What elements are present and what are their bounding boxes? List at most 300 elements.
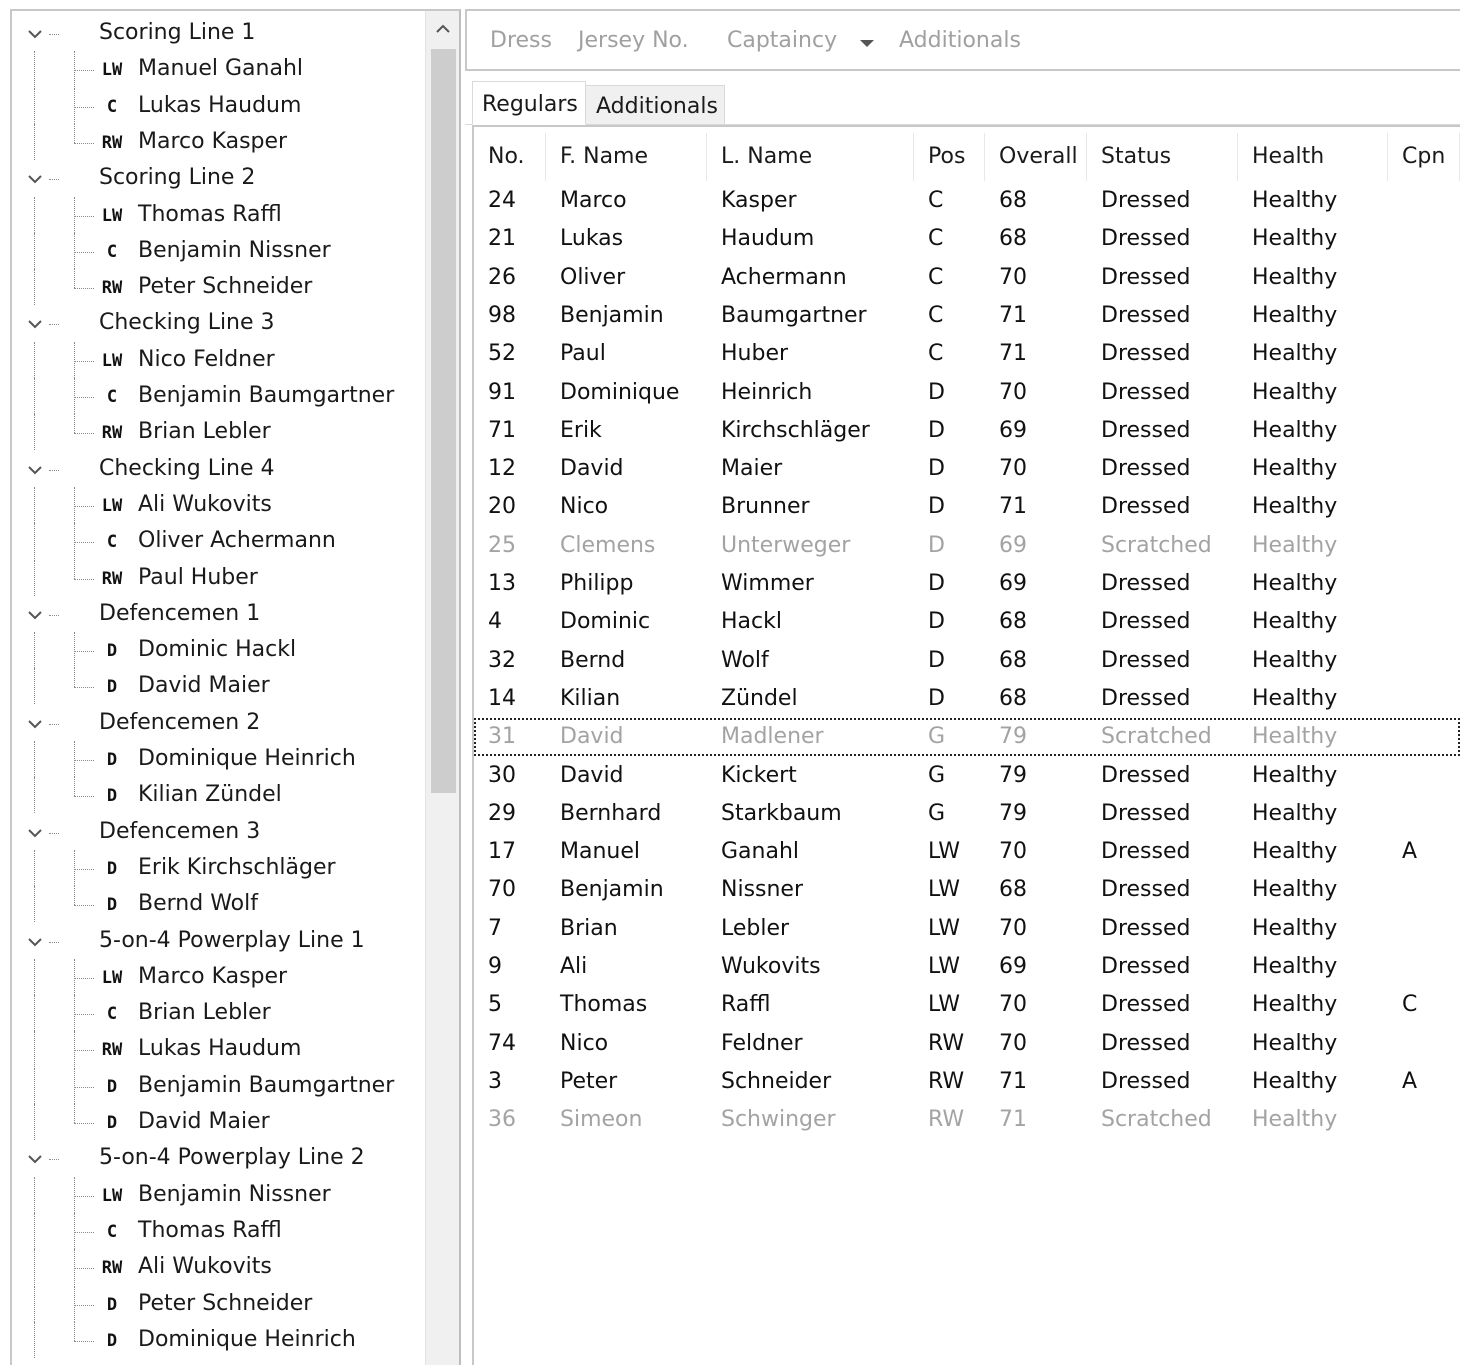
tree-player-row[interactable]: [12, 777, 425, 813]
tree-group-row[interactable]: [12, 15, 425, 51]
tree-player-name: Oliver Achermann: [138, 528, 336, 554]
position-icon: LW: [101, 495, 123, 516]
tree-connector: [74, 978, 94, 979]
tree-connector: [74, 233, 75, 269]
cell-overall: 68: [999, 609, 1027, 635]
tab-regulars[interactable]: Regulars: [472, 81, 586, 125]
cell-first: Bernd: [560, 647, 626, 673]
lines-tree-panel: [10, 9, 461, 1365]
table-row[interactable]: [474, 412, 1460, 450]
cell-cpn: [1402, 910, 1460, 948]
tree-player-name: Erik Kirchschläger: [138, 854, 336, 880]
tree-player-row[interactable]: [12, 1031, 425, 1067]
tree-player-row[interactable]: [12, 1104, 425, 1140]
tree-player-name: Brian Lebler: [138, 419, 271, 445]
cell-status: Dressed: [1101, 341, 1191, 367]
cell-overall: 68: [999, 226, 1027, 252]
cell-last: Achermann: [721, 264, 847, 290]
cell-overall: 79: [999, 800, 1027, 826]
tree-connector: [74, 361, 94, 362]
tree-connector: [34, 1249, 35, 1285]
table-row[interactable]: [474, 833, 1460, 871]
table-row[interactable]: [474, 182, 1460, 220]
tree-connector: [74, 414, 75, 433]
cell-pos: C: [928, 264, 944, 290]
tree-connector: [34, 124, 35, 160]
table-row[interactable]: [474, 450, 1460, 488]
tree-player-row[interactable]: [12, 378, 425, 414]
cell-health: Healthy: [1252, 532, 1338, 558]
tree-connector: [34, 1068, 35, 1104]
table-row[interactable]: [474, 757, 1460, 795]
cell-first: Kilian: [560, 685, 621, 711]
position-icon: C: [106, 1004, 118, 1025]
tree-player-row[interactable]: [12, 560, 425, 596]
tree-connector: [74, 51, 75, 87]
tree-group-row[interactable]: [12, 451, 425, 487]
cell-status: Dressed: [1101, 685, 1191, 711]
cell-cpn: [1402, 1101, 1460, 1139]
tree-connector: [34, 1322, 35, 1358]
tree-player-row[interactable]: [12, 1068, 425, 1104]
table-row[interactable]: [474, 1063, 1460, 1101]
col-head-last-name[interactable]: L. Name: [707, 133, 914, 181]
cell-no: 52: [488, 341, 516, 367]
chevron-down-icon[interactable]: [24, 1144, 46, 1172]
cell-pos: D: [928, 532, 945, 558]
cell-status: Dressed: [1101, 762, 1191, 788]
cell-first: Dominique: [560, 379, 680, 405]
tree-connector: [34, 269, 35, 305]
table-row[interactable]: [474, 488, 1460, 526]
tree-group-label: Defencemen 3: [99, 818, 261, 844]
cell-cpn: [1402, 297, 1460, 335]
cell-cpn: [1402, 757, 1460, 795]
position-icon: D: [106, 1294, 118, 1315]
tree-player-name: Bernd Wolf: [138, 891, 258, 917]
cell-health: Healthy: [1252, 647, 1338, 673]
tree-player-name: Benjamin Nissner: [138, 237, 331, 263]
col-head-captaincy[interactable]: Cpn: [1388, 133, 1460, 181]
tree-connector: [74, 124, 75, 143]
position-icon: C: [106, 1221, 118, 1242]
position-icon: D: [106, 786, 118, 807]
tree-player-row[interactable]: [12, 1286, 425, 1322]
tree-player-row[interactable]: [12, 632, 425, 668]
cell-no: 21: [488, 226, 516, 252]
cell-last: Wolf: [721, 647, 769, 673]
dress-button[interactable]: Dress: [490, 28, 552, 53]
tree-connector: [34, 995, 35, 1031]
cell-first: Marco: [560, 188, 627, 213]
tree-connector: [34, 777, 35, 813]
captaincy-dropdown-arrow-icon[interactable]: [859, 39, 875, 48]
tree-group-row[interactable]: [12, 814, 425, 850]
tree-connector: [74, 760, 94, 761]
table-row[interactable]: [474, 871, 1460, 909]
table-row[interactable]: [474, 220, 1460, 258]
cell-overall: 71: [999, 302, 1027, 328]
cell-status: Dressed: [1101, 417, 1191, 443]
cell-first: David: [560, 762, 624, 788]
tree-connector: [34, 886, 35, 922]
cell-pos: D: [928, 379, 945, 405]
cell-no: 9: [488, 954, 502, 979]
tree-connector: [34, 741, 35, 777]
cell-no: 12: [488, 456, 516, 482]
cell-first: Simeon: [560, 1107, 643, 1133]
tree-connector: [74, 197, 75, 233]
cell-first: Ali: [560, 954, 588, 979]
cell-health: Healthy: [1252, 264, 1338, 290]
cell-last: Kickert: [721, 762, 797, 788]
cell-overall: 70: [999, 915, 1027, 941]
tree-connector: [74, 1249, 75, 1285]
cell-health: Healthy: [1252, 762, 1338, 788]
position-icon: RW: [101, 568, 123, 589]
cell-no: 24: [488, 188, 516, 213]
cell-cpn: [1402, 412, 1460, 450]
position-icon: RW: [101, 132, 123, 153]
tree-player-row[interactable]: [12, 342, 425, 378]
tree-player-name: Nico Feldner: [138, 346, 275, 372]
table-row[interactable]: [474, 603, 1460, 641]
tree-connector: [74, 1050, 94, 1051]
position-icon: D: [106, 1076, 118, 1097]
tree-group-row[interactable]: [12, 596, 425, 632]
tree-connector: [74, 959, 75, 995]
roster-tabs: [465, 81, 1460, 125]
cell-cpn: [1402, 642, 1460, 680]
chevron-down-icon[interactable]: [24, 818, 46, 846]
cell-first: Clemens: [560, 532, 656, 558]
tree-player-row[interactable]: [12, 1322, 425, 1358]
tree-connector: [49, 942, 59, 943]
tree-connector: [49, 324, 59, 325]
tree-player-row[interactable]: [12, 88, 425, 124]
cell-status: Dressed: [1101, 877, 1191, 903]
cell-health: Healthy: [1252, 302, 1338, 328]
cell-no: 20: [488, 494, 516, 520]
col-head-health[interactable]: Health: [1238, 133, 1388, 181]
tree-connector: [74, 560, 75, 579]
tree-player-row[interactable]: [12, 741, 425, 777]
tree-connector: [74, 905, 94, 906]
table-row[interactable]: [474, 795, 1460, 833]
cell-overall: 68: [999, 647, 1027, 673]
tree-player-name: Lukas Haudum: [138, 92, 302, 118]
tree-player-name: Ali Wukovits: [138, 491, 272, 517]
table-row[interactable]: [474, 948, 1460, 986]
tree-player-row[interactable]: [12, 850, 425, 886]
tree-group-label: Checking Line 3: [99, 310, 275, 336]
tree-connector: [34, 959, 35, 995]
tree-connector: [34, 88, 35, 124]
cell-overall: 71: [999, 341, 1027, 367]
scroll-up-arrow-icon[interactable]: [426, 11, 460, 47]
tree-group-label: Checking Line 4: [99, 455, 275, 481]
tree-group-label: Scoring Line 1: [99, 20, 256, 45]
tree-player-row[interactable]: [12, 1177, 425, 1213]
table-row[interactable]: [474, 680, 1460, 718]
tree-player-row[interactable]: [12, 487, 425, 523]
cell-last: Zündel: [721, 685, 798, 711]
table-row[interactable]: [474, 335, 1460, 373]
cell-no: 31: [488, 724, 516, 750]
tree-connector: [74, 632, 75, 668]
cell-health: Healthy: [1252, 1107, 1338, 1133]
cell-overall: 69: [999, 417, 1027, 443]
cell-first: David: [560, 724, 624, 750]
tree-player-row[interactable]: [12, 995, 425, 1031]
tree-player-row[interactable]: [12, 233, 425, 269]
tree-player-row[interactable]: [12, 886, 425, 922]
chevron-down-icon[interactable]: [24, 927, 46, 955]
tree-player-row[interactable]: [12, 1249, 425, 1285]
tree-connector: [34, 1177, 35, 1213]
cell-first: Brian: [560, 915, 618, 941]
captaincy-button[interactable]: Captaincy: [727, 28, 838, 53]
tree-connector: [74, 1196, 94, 1197]
toolbar: [465, 9, 1460, 71]
cell-first: Erik: [560, 417, 602, 443]
chevron-down-icon[interactable]: [24, 19, 46, 47]
tree-connector: [49, 615, 59, 616]
cell-last: Ganahl: [721, 839, 800, 865]
cell-last: Maier: [721, 456, 783, 482]
cell-pos: LW: [928, 877, 960, 903]
additionals-button[interactable]: Additionals: [899, 28, 1021, 53]
tree-player-name: Dominique Heinrich: [138, 746, 356, 771]
tab-additionals[interactable]: Additionals: [586, 85, 725, 125]
cell-status: Scratched: [1101, 724, 1212, 750]
cell-last: Raffl: [721, 992, 771, 1018]
jersey-number-button[interactable]: Jersey No.: [578, 28, 689, 53]
tree-player-name: Thomas Raffl: [138, 1217, 282, 1243]
table-row[interactable]: [474, 910, 1460, 948]
chevron-down-icon[interactable]: [24, 455, 46, 483]
cell-overall: 70: [999, 839, 1027, 865]
cell-status: Scratched: [1101, 1107, 1212, 1133]
tree-connector: [74, 397, 94, 398]
table-row[interactable]: [474, 259, 1460, 297]
cell-last: Starkbaum: [721, 800, 842, 826]
tree-connector: [74, 1341, 94, 1342]
tree-group-row[interactable]: [12, 160, 425, 196]
cell-status: Dressed: [1101, 1068, 1191, 1094]
cell-cpn: C: [1402, 992, 1418, 1018]
cell-health: Healthy: [1252, 188, 1338, 213]
table-row[interactable]: [474, 642, 1460, 680]
cell-first: Thomas: [560, 992, 648, 1018]
tree-player-name: Lukas Haudum: [138, 1036, 302, 1062]
scrollbar-thumb[interactable]: [431, 49, 456, 793]
cell-status: Dressed: [1101, 1030, 1191, 1056]
cell-status: Dressed: [1101, 915, 1191, 941]
table-row[interactable]: [474, 297, 1460, 335]
cell-cpn: [1402, 565, 1460, 603]
tree-player-name: Marco Kasper: [138, 963, 288, 989]
cell-status: Dressed: [1101, 571, 1191, 596]
col-head-status[interactable]: Status: [1087, 133, 1238, 181]
cell-no: 26: [488, 264, 516, 290]
col-head-first-name[interactable]: F. Name: [546, 133, 707, 181]
chevron-down-icon[interactable]: [24, 709, 46, 737]
cell-pos: D: [928, 494, 945, 520]
cell-overall: 69: [999, 571, 1027, 596]
cell-pos: LW: [928, 954, 960, 979]
tree-player-row[interactable]: [12, 51, 425, 87]
cell-cpn: [1402, 527, 1460, 565]
tree-connector: [74, 342, 75, 378]
tree-connector: [74, 269, 75, 288]
cell-cpn: [1402, 718, 1460, 756]
cell-first: Nico: [560, 1030, 609, 1056]
cell-status: Dressed: [1101, 992, 1191, 1018]
cell-cpn: [1402, 182, 1460, 220]
tree-connector: [74, 216, 94, 217]
tree-connector: [34, 51, 35, 87]
cell-first: Benjamin: [560, 877, 664, 903]
cell-last: Heinrich: [721, 379, 813, 405]
col-head-pos[interactable]: Pos: [914, 133, 985, 181]
position-icon: LW: [101, 350, 123, 371]
tree-player-row[interactable]: [12, 124, 425, 160]
position-icon: D: [106, 1113, 118, 1133]
cell-pos: G: [928, 724, 946, 750]
chevron-down-icon[interactable]: [24, 164, 46, 192]
cell-first: Lukas: [560, 226, 624, 252]
col-head-overall[interactable]: Overall: [985, 133, 1087, 181]
position-icon: C: [106, 387, 118, 407]
tree-player-row[interactable]: [12, 523, 425, 559]
position-icon: RW: [101, 1258, 123, 1279]
cell-first: Dominic: [560, 609, 651, 635]
tree-player-name: Peter Schneider: [138, 274, 313, 300]
tree-connector: [49, 179, 59, 180]
tree-connector: [74, 487, 75, 523]
cell-last: Baumgartner: [721, 302, 867, 328]
tree-connector: [74, 687, 94, 688]
cell-pos: RW: [928, 1030, 965, 1056]
roster-panel: [465, 9, 1460, 1365]
position-icon: D: [106, 858, 118, 879]
tree-connector: [74, 1213, 75, 1249]
cell-pos: G: [928, 800, 946, 826]
tree-connector: [74, 1177, 75, 1213]
cell-health: Healthy: [1252, 456, 1338, 482]
tree-player-row[interactable]: [12, 959, 425, 995]
cell-health: Healthy: [1252, 839, 1338, 865]
chevron-down-icon[interactable]: [24, 309, 46, 337]
position-icon: RW: [101, 278, 123, 299]
tree-player-row[interactable]: [12, 1213, 425, 1249]
chevron-down-icon[interactable]: [24, 600, 46, 628]
tree-connector: [34, 560, 35, 596]
cell-health: Healthy: [1252, 571, 1338, 596]
table-row[interactable]: [474, 1101, 1460, 1139]
cell-status: Dressed: [1101, 494, 1191, 520]
cell-status: Dressed: [1101, 264, 1191, 290]
tree-connector: [74, 1286, 75, 1322]
cell-status: Dressed: [1101, 839, 1191, 865]
cell-no: 7: [488, 915, 502, 941]
tree-connector: [74, 777, 75, 796]
tree-group-label: Defencemen 1: [99, 600, 261, 626]
tree-player-row[interactable]: [12, 269, 425, 305]
cell-no: 4: [488, 609, 502, 635]
tree-group-row[interactable]: [12, 1140, 425, 1176]
tree-player-name: Kilian Zündel: [138, 782, 282, 808]
cell-no: 98: [488, 302, 516, 328]
table-row[interactable]: [474, 1025, 1460, 1063]
tree-connector: [74, 668, 75, 687]
cell-pos: LW: [928, 839, 960, 865]
tree-player-row[interactable]: [12, 414, 425, 450]
table-row[interactable]: [474, 565, 1460, 603]
cell-pos: D: [928, 571, 945, 596]
tree-connector: [34, 668, 35, 704]
tree-group-label: 5-on-4 Powerplay Line 2: [99, 1145, 365, 1171]
tree-player-name: Manuel Ganahl: [138, 56, 303, 82]
tree-connector: [74, 1104, 75, 1123]
tree-connector: [74, 869, 94, 870]
tree-player-row[interactable]: [12, 197, 425, 233]
cell-health: Healthy: [1252, 800, 1338, 826]
tree-connector: [74, 378, 75, 414]
tree-connector: [74, 88, 75, 124]
table-row[interactable]: [474, 986, 1460, 1024]
position-icon: C: [106, 241, 118, 262]
cell-last: Schwinger: [721, 1107, 836, 1133]
tree-group-label: 5-on-4 Powerplay Line 1: [99, 927, 365, 953]
cell-first: David: [560, 456, 624, 482]
tree-connector: [34, 850, 35, 886]
tree-player-name: Thomas Raffl: [138, 201, 282, 227]
tree-group-row[interactable]: [12, 923, 425, 959]
tree-connector: [34, 1104, 35, 1140]
cell-pos: D: [928, 647, 945, 673]
position-icon: C: [106, 96, 118, 117]
tree-player-row[interactable]: [12, 668, 425, 704]
cell-no: 3: [488, 1068, 502, 1094]
tree-group-row[interactable]: [12, 305, 425, 341]
tree-player-name: David Maier: [138, 1109, 270, 1134]
position-icon: LW: [101, 205, 123, 226]
cell-health: Healthy: [1252, 417, 1338, 443]
cell-pos: G: [928, 762, 946, 788]
cell-overall: 70: [999, 992, 1027, 1018]
cell-cpn: [1402, 948, 1460, 986]
tree-player-name: Benjamin Baumgartner: [138, 383, 395, 408]
position-icon: D: [106, 677, 118, 698]
table-row[interactable]: [474, 718, 1460, 756]
cell-status: Dressed: [1101, 609, 1191, 635]
tree-scrollbar[interactable]: [425, 11, 459, 1365]
col-head-no[interactable]: No.: [474, 133, 546, 181]
cell-overall: 68: [999, 685, 1027, 711]
cell-overall: 68: [999, 877, 1027, 903]
position-icon: LW: [101, 60, 123, 81]
table-row[interactable]: [474, 527, 1460, 565]
cell-last: Unterweger: [721, 532, 851, 558]
cell-no: 91: [488, 379, 516, 405]
tree-group-row[interactable]: [12, 705, 425, 741]
cell-cpn: [1402, 603, 1460, 641]
position-icon: C: [106, 532, 118, 553]
cell-first: Benjamin: [560, 302, 664, 328]
table-row[interactable]: [474, 374, 1460, 412]
